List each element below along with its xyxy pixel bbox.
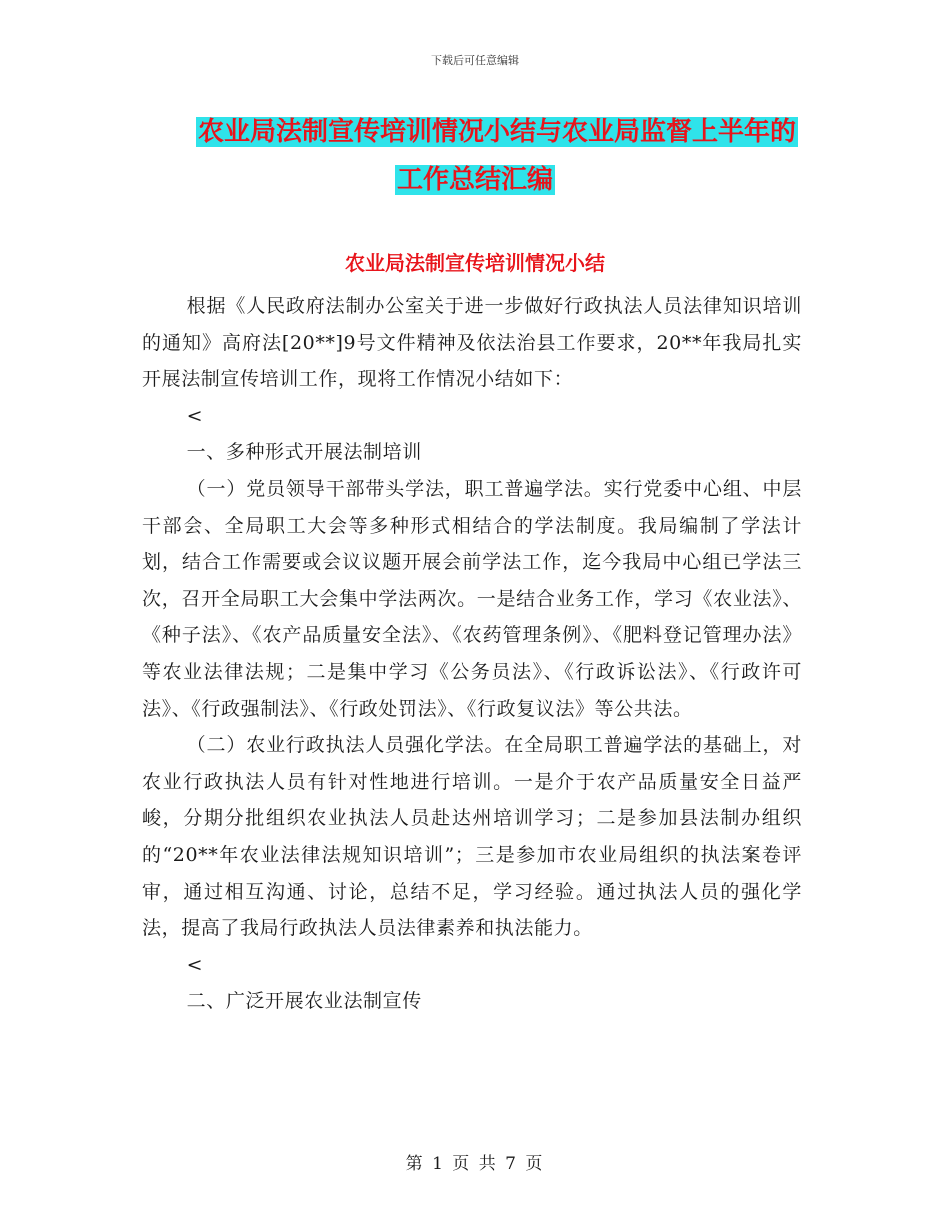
paragraph-intro: 根据《人民政府法制办公室关于进一步做好行政执法人员法律知识培训的通知》高府法[20**]9号文件精神及依法治县工作要求，20**年我局扎实开展法制宣传培训工作，现将工作情况小结如下： — [142, 295, 802, 391]
paragraph-item-two: （二）农业行政执法人员强化学法。在全局职工普遍学法的基础上，对农业行政执法人员有针对性地进行培训。一是介于农产品质量安全日益严峻，分期分批组织农业执法人员赴达州培训学习；二是参加县法制办组织的“20**年农业法律法规知识培训”；三是参加市农业局组织的执法案卷评审，通过相互沟通、讨论，总结不足，学习经验。通过执法人员的强化学法，提高了我局行政执法人员法律素养和执法能力。 — [142, 734, 802, 940]
page-number: 第 1 页 共 7 页 — [405, 1154, 545, 1174]
title-highlight-1: 农业局法制宣传培训情况小结与农业局监督上半年的 — [197, 117, 796, 147]
section-title: 农业局法制宣传培训情况小结 — [345, 251, 605, 275]
document-title-line-2 — [0, 158, 950, 202]
title-highlight-2: 工作总结汇编 — [396, 165, 553, 195]
heading-part-one: 一、多种形式开展法制培训 — [186, 441, 422, 464]
paragraph-mark: < — [186, 953, 204, 976]
document-title-line-1 — [0, 110, 950, 154]
paragraph-mark: < — [186, 404, 204, 427]
paragraph-item-one: （一）党员领导干部带头学法，职工普遍学法。实行党委中心组、中层干部会、全局职工大会等多种形式相结合的学法制度。我局编制了学法计划，结合工作需要或会议议题开展会前学法工作，迄今我局中心组已学法三次，召开全局职工大会集中学法两次。一是结合业务工作，学习《农业法》、《种子法》、《农产品质量安全法》、《农药管理条例》、《肥料登记管理办法》等农业法律法规；二是集中学习《公务员法》、《行政诉讼法》、《行政许可法》、《行政强制法》、《行政处罚法》、《行政复议法》等公共法。 — [142, 477, 802, 720]
heading-part-two: 二、广泛开展农业法制宣传 — [186, 990, 422, 1013]
document-body — [142, 288, 802, 1020]
document-title — [0, 110, 950, 202]
page-header-note: 下载后可任意编辑 — [431, 54, 519, 67]
